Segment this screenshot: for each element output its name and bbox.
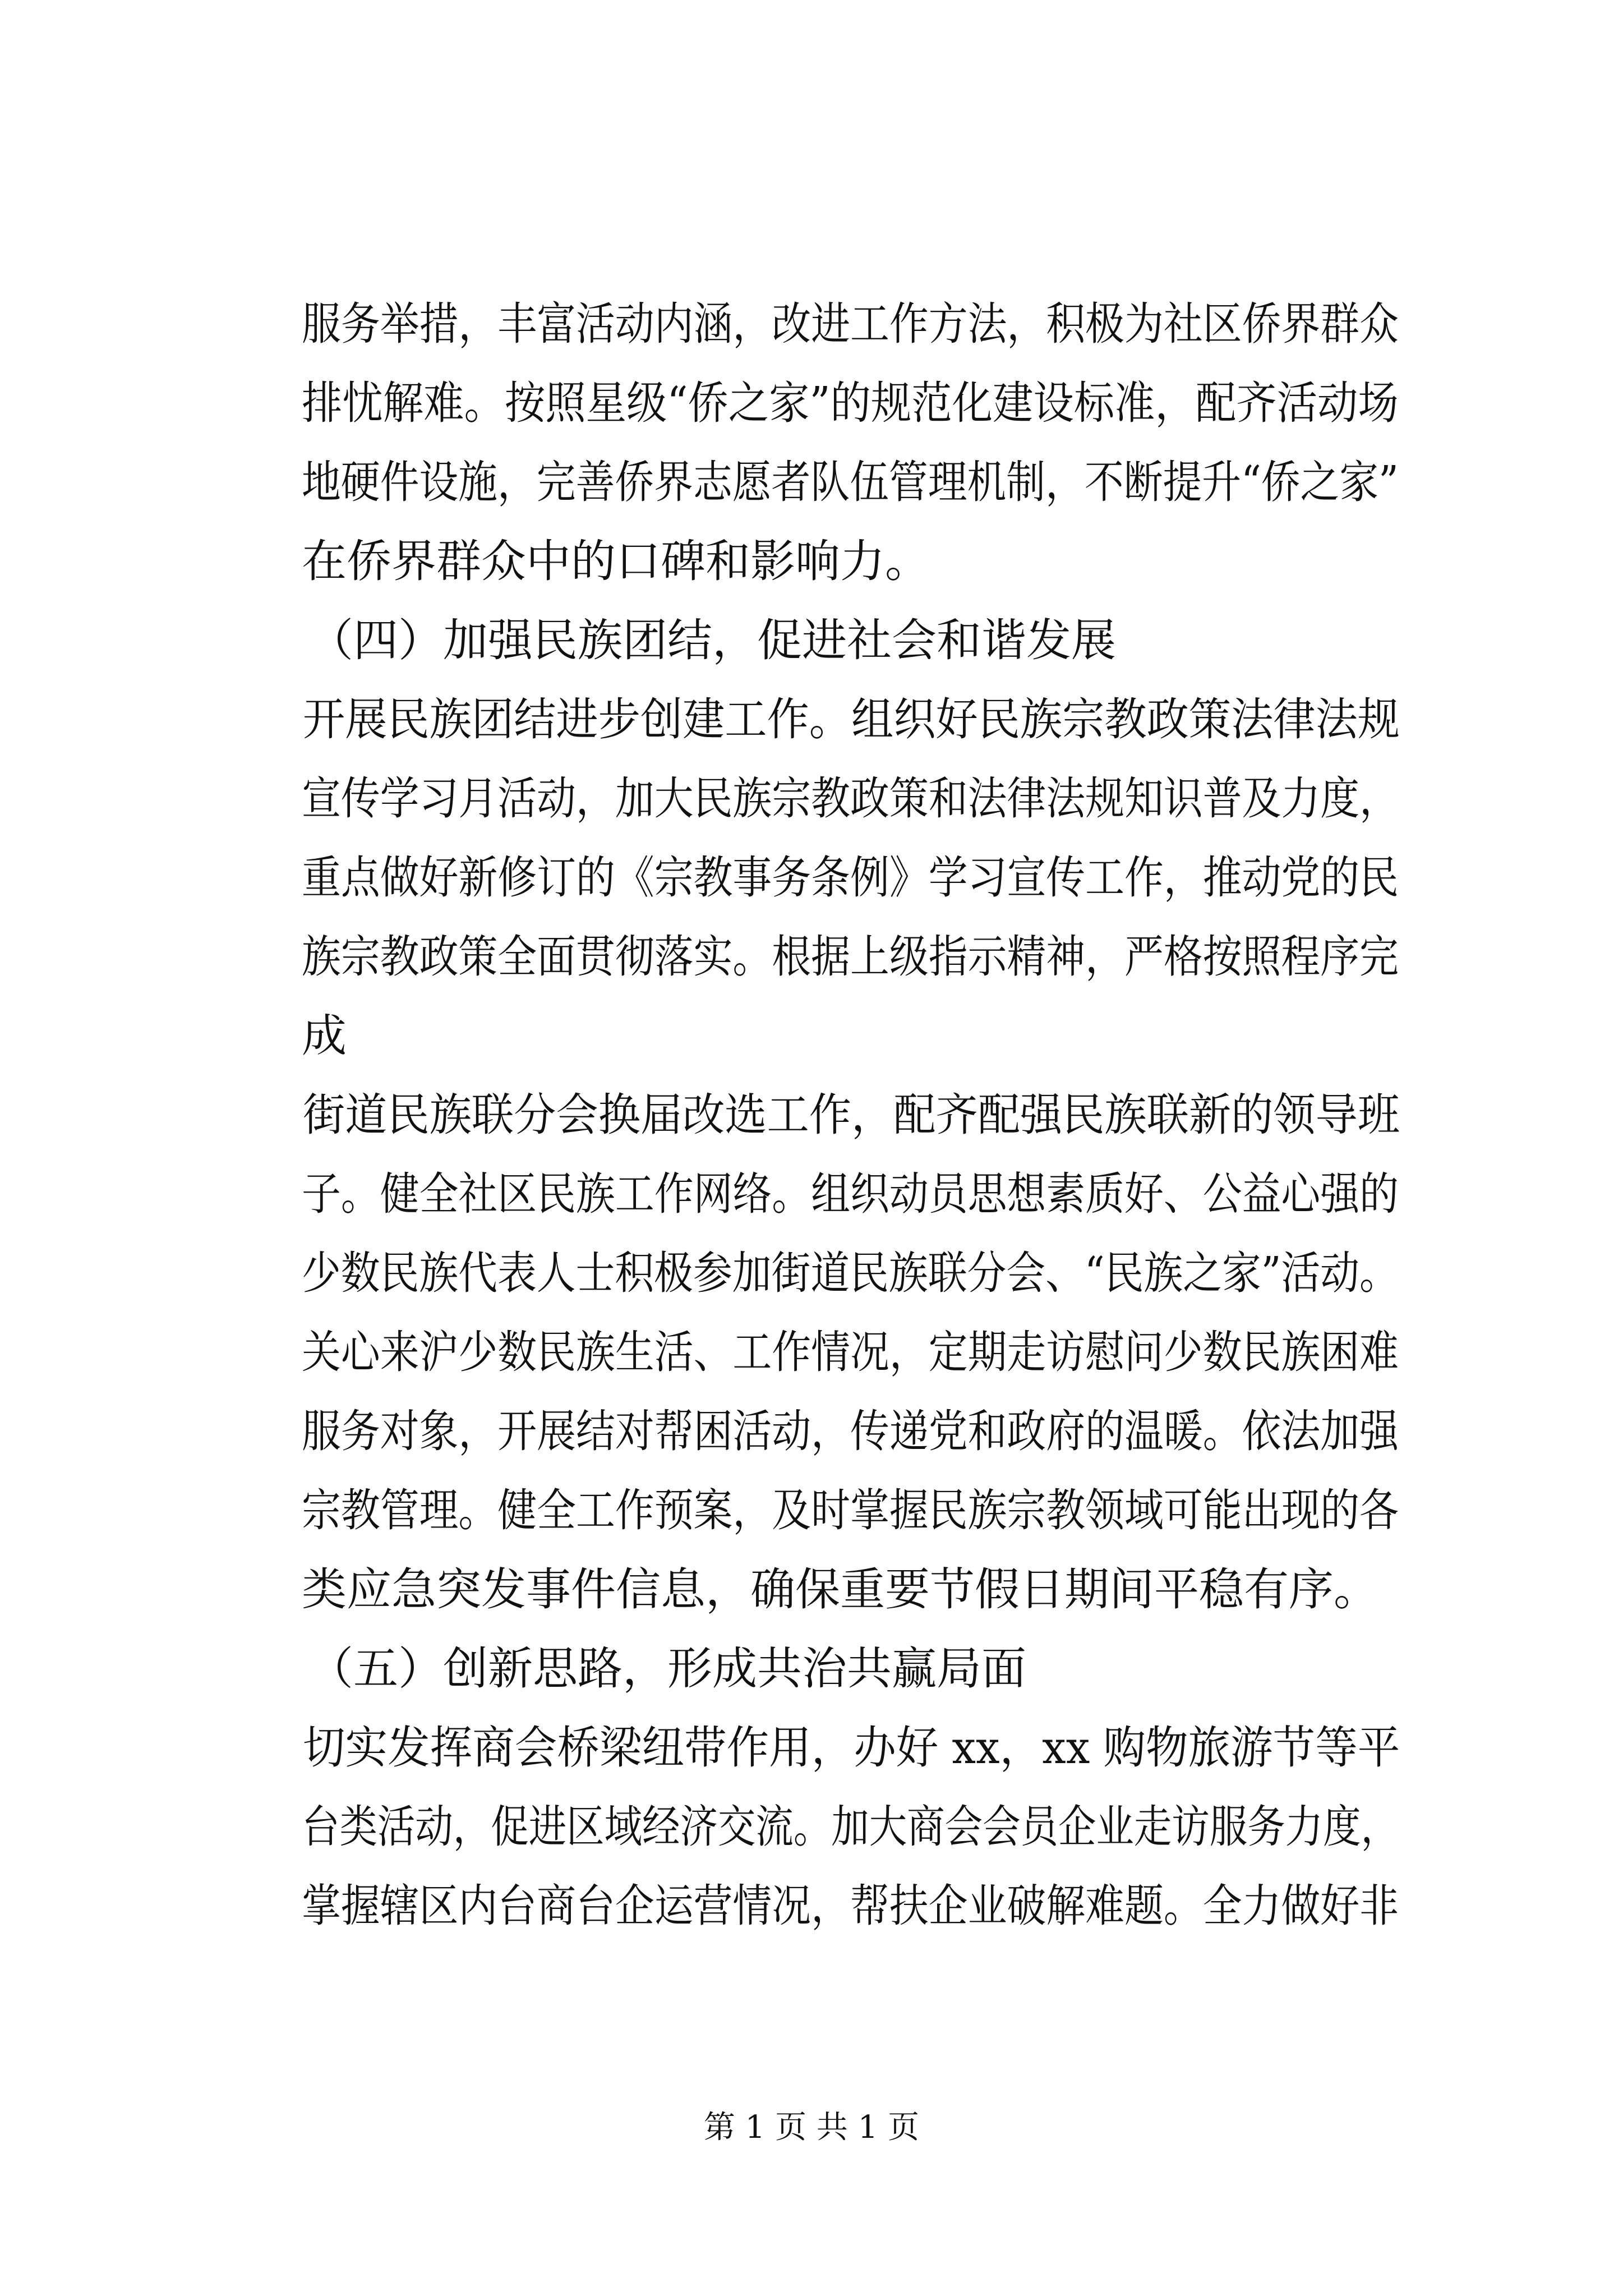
text-line: 服务举措，丰富活动内涵，改进工作方法，积极为社区侨界群众 xyxy=(302,298,1399,350)
section-heading: （五）创新思路，形成共治共赢局面 xyxy=(308,1642,1026,1695)
page-footer: 第 1 页 共 1 页 xyxy=(703,2109,920,2146)
text-line: 掌握辖区内台商台企运营情况，帮扶企业破解难题。全力做好非 xyxy=(302,1880,1399,1932)
text-line: 服务对象，开展结对帮困活动，传递党和政府的温暖。依法加强 xyxy=(302,1405,1399,1457)
text-line: 宣传学习月活动，加大民族宗教政策和法律法规知识普及力度， xyxy=(302,772,1399,825)
text-line: 关心来沪少数民族生活、工作情况，定期走访慰问少数民族困难 xyxy=(302,1326,1399,1378)
text-line: 子。健全社区民族工作网络。组织动员思想素质好、公益心强的 xyxy=(302,1168,1399,1220)
text-line: 台类活动，促进区域经济交流。加大商会会员企业走访服务力度， xyxy=(302,1801,1399,1853)
text-line: 切实发挥商会桥梁纽带作用，办好 xx，xx 购物旅游节等平 xyxy=(303,1722,1400,1774)
text-line: 排忧解难。按照星级“侨之家”的规范化建设标准，配齐活动场 xyxy=(302,377,1399,429)
section-heading: （四）加强民族团结，促进社会和谐发展 xyxy=(308,614,1116,666)
text-line: 宗教管理。健全工作预案，及时掌握民族宗教领域可能出现的各 xyxy=(302,1484,1399,1536)
text-line: 族宗教政策全面贯彻落实。根据上级指示精神，严格按照程序完 xyxy=(302,931,1399,983)
text-line: 少数民族代表人士积极参加街道民族联分会、“民族之家”活动。 xyxy=(302,1247,1399,1299)
text-line: 在侨界群众中的口碑和影响力。 xyxy=(302,535,930,587)
text-line: 街道民族联分会换届改选工作，配齐配强民族联新的领导班 xyxy=(303,1089,1400,1141)
text-line: 地硬件设施，完善侨界志愿者队伍管理机制，不断提升“侨之家” xyxy=(302,456,1399,508)
text-line: 成 xyxy=(302,1010,347,1062)
text-line: 重点做好新修订的《宗教事务条例》学习宣传工作，推动党的民 xyxy=(302,852,1399,904)
text-line: 类应急突发事件信息，确保重要节假日期间平稳有序。 xyxy=(302,1563,1378,1616)
text-line: 开展民族团结进步创建工作。组织好民族宗教政策法律法规 xyxy=(303,693,1400,746)
